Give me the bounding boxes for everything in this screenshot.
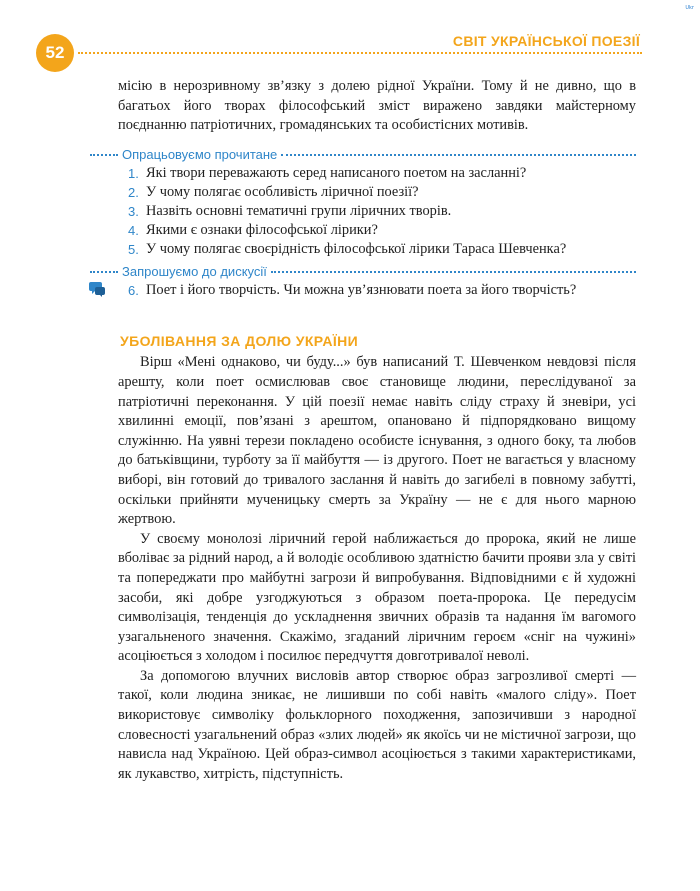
section-lead-dots	[90, 154, 118, 156]
question-text: Назвіть основні тематичні групи ліричних творів.	[146, 202, 452, 219]
question-item	[118, 281, 636, 300]
question-item	[118, 183, 636, 202]
section-discuss-title: Запрошуємо до дискусії	[122, 263, 267, 279]
section-discuss-header	[118, 263, 636, 281]
question-number: 2.	[128, 184, 139, 200]
question-item	[118, 164, 636, 183]
question-item	[118, 202, 636, 221]
chat-bubbles-icon	[88, 281, 106, 297]
question-number: 3.	[128, 203, 139, 219]
header-rule	[78, 52, 642, 54]
discussion-block	[118, 263, 636, 300]
topic-paragraph: Вірш «Мені однаково, чи буду...» був написаний Т. Шевченком невдовзі після арешту, коли поет осмислював своє становище людини, переслідуваної за патріотичні переконання. У цій поезії немає навіть сліду страху й зневіри, усі хвилинні емоції, пов’язані з арештом, опановано й підпорядковано вищому служінню. На уявні терези покладено особисте існування, з одного боку, та любов до батьківщини, турботу за її майбуття — із другого. Поет не вагається у власному виборі, він готовий до тривалого заслання й навіть до загибелі в повному забутті, оскільки прийняти мученицьку смерть за Україну — не є для нього марною жертвою.	[118, 354, 636, 528]
question-number: 4.	[128, 222, 139, 238]
page-number: 52	[45, 43, 65, 62]
running-title: СВІТ УКРАЇНСЬКОЇ ПОЕЗІЇ	[447, 33, 640, 49]
topic-paragraph: У своєму монолозі ліричний герой наближається до пророка, який не лише вболіває за рідний народ, а й володіє особливою здатністю бачити прояви зла у світі та попереджати про майбутні загрози й випробування. Відповідними є й художні засоби, які добре узгоджуються з образом поета-пророка. Це передусім символізація, тенденція до ускладнення звичних образів та надання їм вагомого узагальненого значення. Скажімо, згаданий ліричним героєм «сніг на чужині» асоціюється з холодом і посилює передчуття довготривалої неволі.	[118, 530, 636, 665]
question-text: У чому полягає особливість ліричної поезії?	[146, 183, 419, 200]
question-number: 5.	[128, 241, 139, 257]
section-fill-dots	[281, 154, 636, 156]
question-text: Поет і його творчість. Чи можна ув’язнювати поета за його творчість?	[146, 281, 577, 298]
question-text: У чому полягає своєрідність філософської лірики Тараса Шевченка?	[146, 240, 567, 257]
question-number: 1.	[128, 165, 139, 181]
questions-list-read	[118, 164, 636, 259]
section-read-title: Опрацьовуємо прочитане	[122, 146, 278, 162]
page-number-badge	[36, 34, 74, 72]
section-read-header	[118, 146, 636, 164]
section-fill-dots	[271, 271, 636, 273]
question-item	[118, 240, 636, 259]
page-content	[118, 77, 636, 784]
corner-logo	[670, 3, 694, 13]
topic-title: УБОЛІВАННЯ ЗА ДОЛЮ УКРАЇНИ	[120, 332, 359, 349]
question-text: Які твори переважають серед написаного поетом на засланні?	[146, 164, 527, 181]
question-item	[118, 221, 636, 240]
corner-logo-text: Ukr	[685, 5, 694, 11]
section-lead-dots	[90, 271, 118, 273]
questions-list-discuss	[118, 281, 636, 300]
question-number: 6.	[128, 282, 139, 298]
question-text: Якими є ознаки філософської лірики?	[146, 221, 378, 238]
intro-paragraph: місію в нерозривному зв’язку з долею рідної України. Тому й не дивно, що в багатьох його творах філософський зміст виражено завдяки майстерному поєднанню патріотичних, громадянських та особистісних мотивів.	[118, 78, 636, 134]
topic-paragraph: За допомогою влучних висловів автор створює образ загрозливої смерті — такої, коли людина зникає, не лишивши по собі навіть «малого сліду». Поет використовує символіку фольклорного походження, запозичивши з народної словесності узагальнений образ «злих людей» як якоїсь чи не містичної загрози, що нависла над Україною. Цей образ-символ асоціюється з такими характеристиками, як лукавство, хитрість, підступність.	[118, 667, 636, 782]
